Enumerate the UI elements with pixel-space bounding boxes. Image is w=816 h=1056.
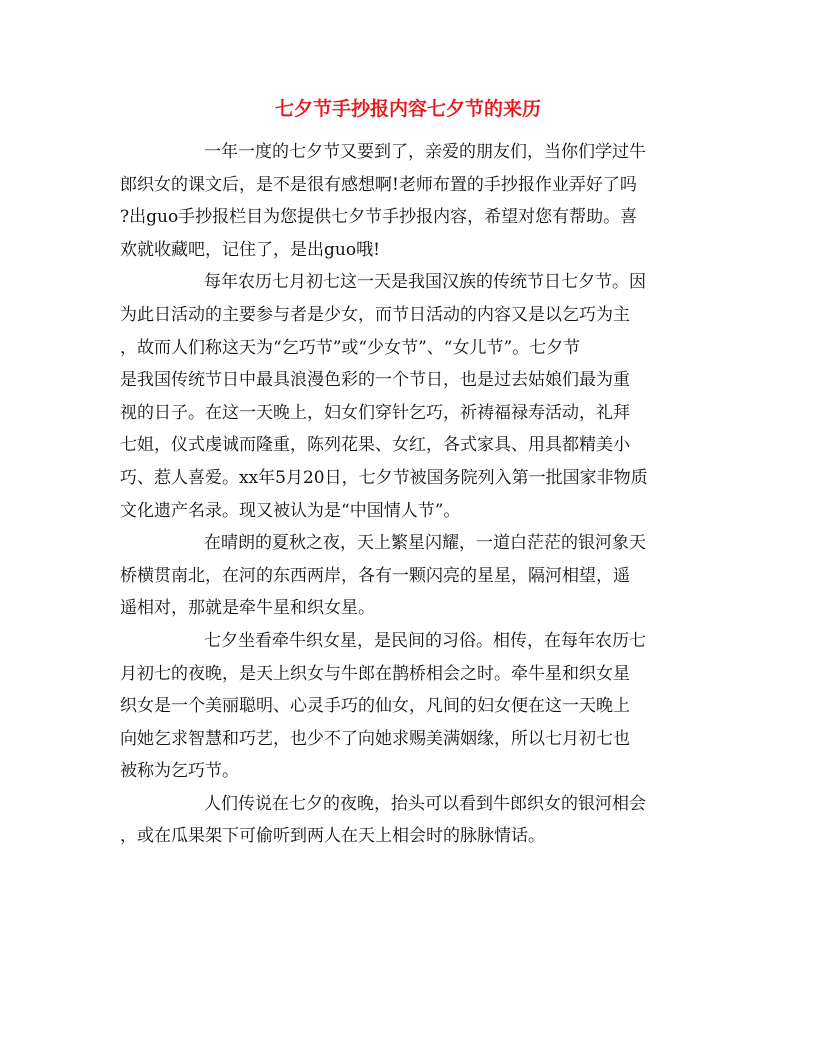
- paragraph-legend: [120, 788, 700, 853]
- text-line: 人们传说在七夕的夜晚，抬头可以看到牛郎织女的银河相会: [204, 793, 646, 814]
- text-line: 向她乞求智慧和巧艺，也少不了向她求赐美满姻缘，所以七月初七也: [120, 728, 630, 749]
- paragraph-intro: [120, 136, 700, 266]
- text-line: 七姐，仪式虔诚而隆重，陈列花果、女红，各式家具、用具都精美小: [120, 435, 630, 456]
- text-line: 在晴朗的夏秋之夜，天上繁星闪耀，一道白茫茫的银河象天: [204, 533, 646, 554]
- text-line: ，故而人们称这天为“乞巧节”或“少女节”、“女儿节”。七夕节: [120, 337, 581, 358]
- text-line: 月初七的夜晚，是天上织女与牛郎在鹊桥相会之时。牵牛星和织女星: [120, 663, 630, 684]
- text-line: 每年农历七月初七这一天是我国汉族的传统节日七夕节。因: [204, 272, 646, 293]
- text-line: 巧、惹人喜爱。xx年5月20日，七夕节被国务院列入第一批国家非物质: [120, 467, 648, 488]
- text-line: ?出guo手抄报栏目为您提供七夕节手抄报内容，希望对您有帮助。喜: [120, 207, 638, 228]
- text-line: 桥横贯南北，在河的东西两岸，各有一颗闪亮的星星，隔河相望，遥: [120, 565, 630, 586]
- text-line: 郎织女的课文后，是不是很有感想啊!老师布置的手抄报作业弄好了吗: [120, 174, 637, 195]
- text-line: ，或在瓜果架下可偷听到两人在天上相会时的脉脉情话。: [120, 826, 545, 847]
- text-line: 被称为乞巧节。: [120, 761, 239, 782]
- text-line: 文化遗产名录。现又被认为是“中国情人节”。: [120, 500, 461, 521]
- paragraph-origin: [120, 266, 700, 527]
- document-body: [120, 136, 700, 853]
- text-line: 视的日子。在这一天晚上，妇女们穿针乞巧，祈祷福禄寿活动，礼拜: [120, 402, 630, 423]
- text-line: 一年一度的七夕节又要到了，亲爱的朋友们，当你们学过牛: [204, 142, 646, 162]
- paragraph-night-sky: [120, 527, 700, 625]
- text-line: 是我国传统节日中最具浪漫色彩的一个节日，也是过去姑娘们最为重: [120, 370, 630, 391]
- paragraph-custom: [120, 625, 700, 788]
- document-title: 七夕节手抄报内容七夕节的来历: [274, 98, 541, 120]
- text-line: 欢就收藏吧，记住了，是出guo哦!: [120, 239, 380, 260]
- text-line: 为此日活动的主要参与者是少女，而节日活动的内容又是以乞巧为主: [120, 304, 630, 325]
- text-line: 织女是一个美丽聪明、心灵手巧的仙女，凡间的妇女便在这一天晚上: [120, 696, 630, 717]
- text-line: 遥相对，那就是牵牛星和织女星。: [120, 598, 375, 619]
- text-line: 七夕坐看牵牛织女星，是民间的习俗。相传，在每年农历七: [204, 630, 646, 651]
